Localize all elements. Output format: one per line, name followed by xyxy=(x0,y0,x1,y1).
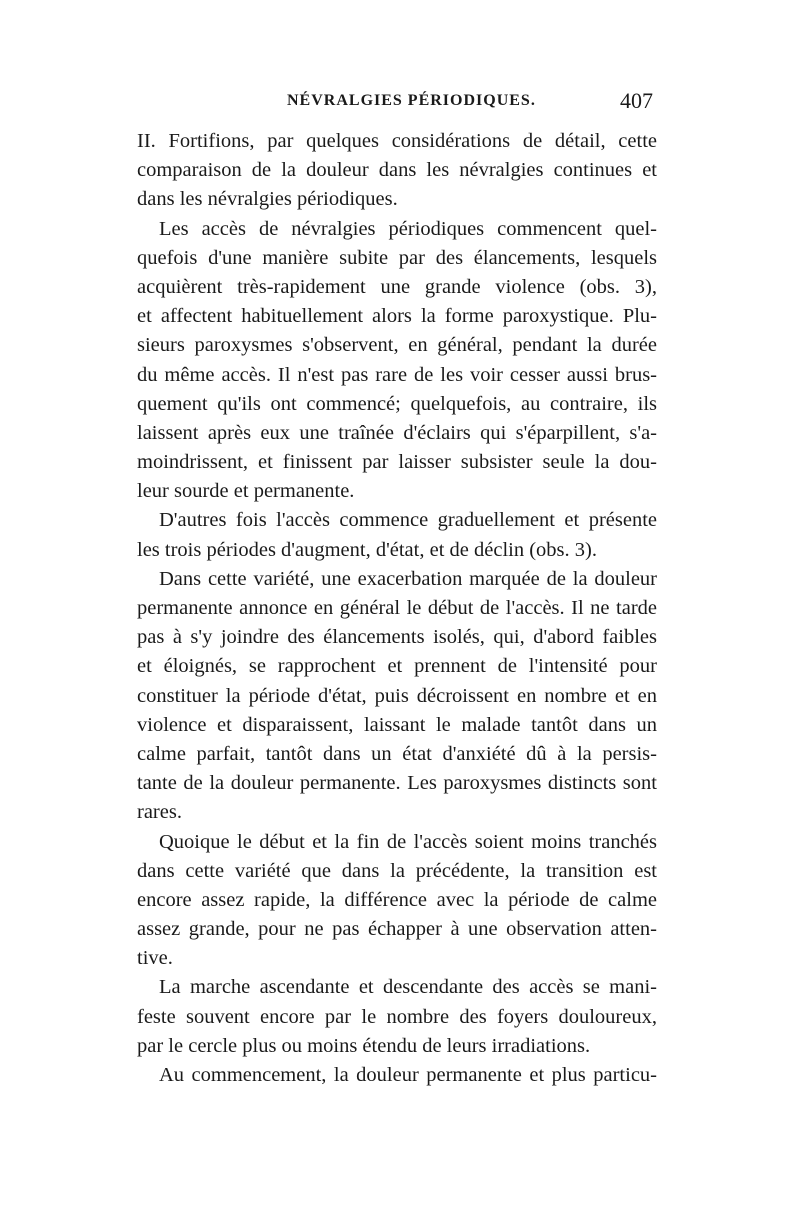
text-line: Les accès de névralgies périodiques commencent quel- xyxy=(159,217,657,240)
text-line: dans cette variété que dans la précédente, la transition est xyxy=(137,859,657,882)
text-line: et affectent habituellement alors la forme paroxystique. Plu- xyxy=(137,305,657,328)
text-line: Au commencement, la douleur permanente et plus particu- xyxy=(159,1064,657,1086)
text-line: quement qu'ils ont commencé; quelquefois, au contraire, ils xyxy=(137,392,657,415)
text-line: II. Fortifions, par quelques considérations de détail, cette xyxy=(137,130,657,152)
text-line: D'autres fois l'accès commence graduellement et présente xyxy=(159,509,657,532)
running-title: NÉVRALGIES PÉRIODIQUES. xyxy=(287,92,536,109)
text-line: tante de la douleur permanente. Les paroxysmes distincts sont xyxy=(137,772,657,795)
text-line: comparaison de la douleur dans les névralgies continues et xyxy=(137,159,657,182)
text-line: moindrissent, et finissent par laisser subsister seule la dou- xyxy=(137,451,657,474)
text-line: les trois périodes d'augment, d'état, et de déclin (obs. 3). xyxy=(137,538,597,561)
text-line: dans les névralgies périodiques. xyxy=(137,188,398,211)
text-line: laissent après eux une traînée d'éclairs qui s'éparpillent, s'a- xyxy=(137,421,657,444)
text-line: du même accès. Il n'est pas rare de les voir cesser aussi brus- xyxy=(137,363,657,386)
page-header xyxy=(137,88,657,118)
text-line: encore assez rapide, la différence avec la période de calme xyxy=(137,888,657,911)
text-line: par le cercle plus ou moins étendu de leurs irradiations. xyxy=(137,1034,591,1057)
text-line: constituer la période d'état, puis décroissent en nombre et en xyxy=(137,684,657,707)
text-line: La marche ascendante et descendante des accès se mani- xyxy=(159,976,657,999)
text-line: assez grande, pour ne pas échapper à une observation atten- xyxy=(137,918,657,941)
text-line: calme parfait, tantôt dans un état d'anxiété dû à la persis- xyxy=(137,742,657,765)
text-line: sieurs paroxysmes s'observent, en général, pendant la durée xyxy=(137,334,657,357)
page-number: 407 xyxy=(620,88,653,113)
text-line: acquièrent très-rapidement une grande violence (obs. 3), xyxy=(137,275,657,298)
text-line: pas à s'y joindre des élancements isolés, qui, d'abord faibles xyxy=(137,626,657,649)
text-line: Quoique le début et la fin de l'accès soient moins tranchés xyxy=(159,830,657,853)
text-line: leur sourde et permanente. xyxy=(137,480,355,503)
text-line: et éloignés, se rapprochent et prennent de l'intensité pour xyxy=(137,655,657,678)
text-line: quefois d'une manière subite par des élancements, lesquels xyxy=(137,246,657,269)
text-line: permanente annonce en général le début de l'accès. Il ne tarde xyxy=(137,597,657,619)
text-line: rares. xyxy=(137,801,182,824)
text-line: Dans cette variété, une exacerbation marquée de la douleur xyxy=(159,567,657,590)
text-line: tive. xyxy=(137,947,173,970)
text-line: feste souvent encore par le nombre des foyers douloureux, xyxy=(137,1005,657,1028)
body-text xyxy=(137,127,657,1090)
text-line: violence et disparaissent, laissant le malade tantôt dans un xyxy=(137,713,657,736)
